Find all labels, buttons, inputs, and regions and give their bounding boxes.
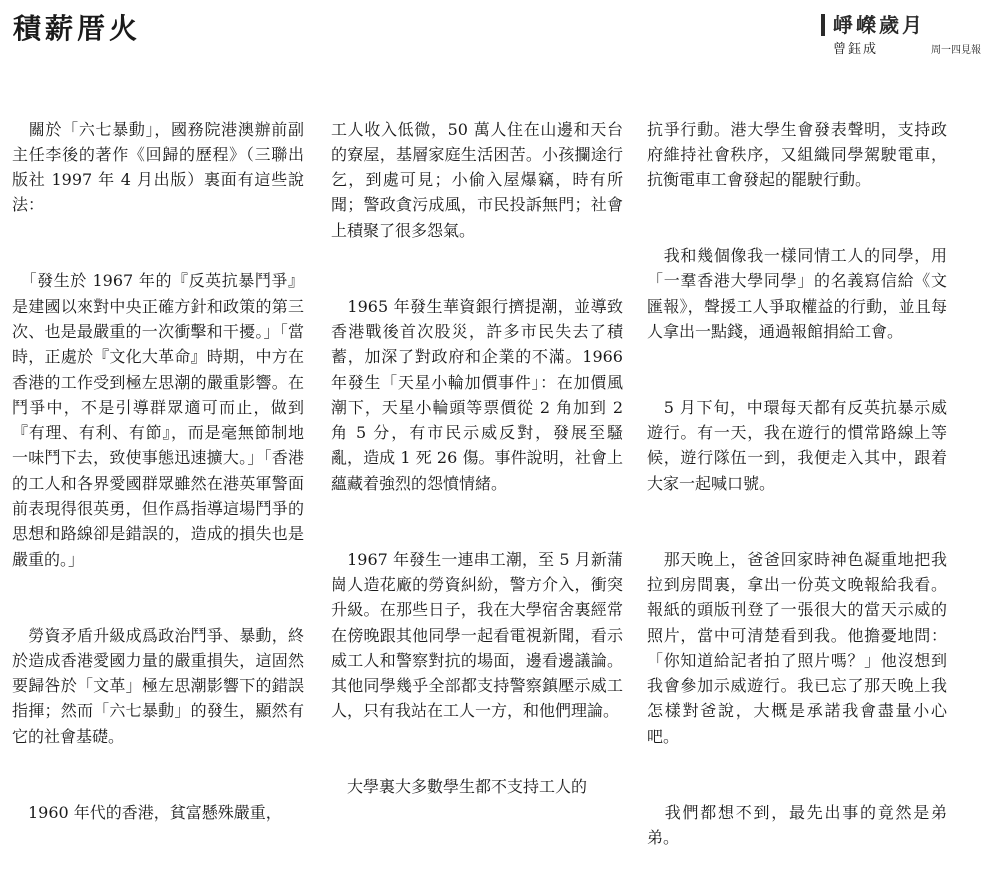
paragraph: 我們都想不到，最先出事的竟然是弟弟。 [647, 802, 947, 847]
paragraph: 1965 年發生華資銀行擠提潮，並導致香港戰後首次股災，許多市民失去了積蓄，加深了對政府和企業的不滿。1966 年發生「天星小輪加價事件」：在加價風潮下，天星小輪頭等票價從 2 角加到 2 角 5 分，有市民示威反對，發展至騷亂，造成 1 死 26 傷。事件說明，社會上蘊藏着強烈的怨憤情緒。 [331, 296, 629, 493]
paragraph: 勞資矛盾升級成爲政治鬥爭、暴動，終於造成香港愛國力量的嚴重損失，這固然要歸咎於「文革」極左思潮影響下的錯誤指揮；然而「六七暴動」的發生，顯然有它的社會基礎。 [12, 625, 304, 746]
paragraph: 我和幾個像我一樣同情工人的同學，用「一羣香港大學同學」的名義寫信給《文匯報》，聲援工人爭取權益的行動，並且每人拿出一點錢，通過報館捐給工會。 [647, 246, 947, 341]
author-byline: 曾鈺成 [833, 42, 879, 57]
text-column-1 [12, 66, 304, 822]
paragraph: 1967 年發生一連串工潮，至 5 月新蒲崗人造花廠的勞資糾紛，警方介入，衝突升級。在那些日子，我在大學宿舍裏經常在傍晚跟其他同學一起看電視新聞，看示威工人和警察對抗的場面，邊看邊議論。其他同學幾乎全部都支持警察鎮壓示威工人，只有我站在工人一方，和他們理論。 [331, 549, 623, 721]
column-bar-decoration [821, 14, 825, 36]
paragraph: 抗爭行動。港大學生會發表聲明，支持政府維持社會秩序，又組織同學駕駛電車，抗衡電車工會發起的罷駛行動。 [647, 119, 947, 190]
paragraph: 5 月下旬，中環每天都有反英抗暴示威遊行。有一天，我在遊行的慣常路線上等候，遊行隊伍一到，我便走入其中，跟着大家一起喊口號。 [647, 397, 947, 493]
paragraph: 那天晚上，爸爸回家時神色凝重地把我拉到房間裏，拿出一份英文晚報給我看。報紙的頭版刊登了一張很大的當天示威的照片，當中可清楚看到我。他擔憂地問：「你知道給記者拍了照片嗎？」他沒想到我會參加示威遊行。我已忘了那天晚上我怎樣對爸說，大概是承諾我會盡量小心吧。 [647, 549, 947, 746]
paragraph: 大學裏大多數學生都不支持工人的 [331, 777, 588, 797]
paragraph: 工人收入低微，50 萬人住在山邊和天台的寮屋，基層家庭生活困苦。小孩攔途行乞，到處可見；小偷入屋爆竊，時有所聞；警政貪污成風，市民投訴無門；社會上積聚了很多怨氣。 [331, 119, 623, 240]
paragraph: 「發生於 1967 年的『反英抗暴鬥爭』是建國以來對中央正確方針和政策的第三次、也是最嚴重的一次衝擊和干擾。」「當時，正處於『文化大革命』時期，中方在香港的工作受到極左思潮的嚴重影響。在鬥爭中，不是引導群眾適可而止，做到『有理、有利、有節』，而是毫無節制地一味鬥下去，致使事態迅速擴大。」「香港的工人和各界愛國群眾雖然在港英軍警面前表現得很英勇，但作爲指導這場鬥爭的思想和路線卻是錯誤的，造成的損失也是嚴重的。」 [12, 271, 304, 569]
paragraph: 1960 年代的香港，貧富懸殊嚴重， [12, 802, 282, 822]
paragraph: 關於「六七暴動」，國務院港澳辦前副主任李後的著作《回歸的歷程》（三聯出版社 1997 年 4 月出版）裏面有這些說法： [12, 119, 304, 215]
text-column-3 [647, 66, 947, 847]
column-name: 崢嶸歲月 [833, 13, 925, 37]
article-headline: 積薪厝火 [13, 12, 142, 45]
publication-schedule: 周一四見報 [931, 45, 981, 56]
text-column-2 [331, 66, 629, 797]
column-masthead [815, 10, 985, 62]
